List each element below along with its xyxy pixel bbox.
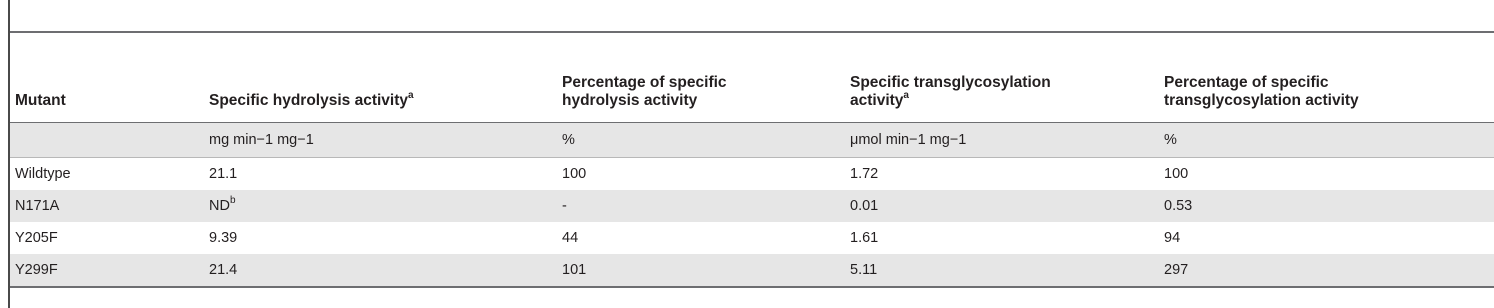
header-text-part: Specific hydrolysis activity (209, 92, 409, 109)
header-text: Percentage of specific (562, 74, 727, 91)
table-row (10, 222, 1494, 254)
cell-hydrolysis (204, 158, 557, 191)
cell-transglycosylation: 5.11 (845, 254, 1159, 287)
header-text: hydrolysis activity (562, 92, 698, 109)
table-row (10, 158, 1494, 191)
footnote-marker: a (408, 89, 414, 101)
units-row (10, 123, 1494, 158)
header-text: transglycosylation activity (1164, 92, 1359, 109)
header-text: Mutant (15, 92, 66, 109)
mutant-activity-table (10, 33, 1494, 288)
cell-transglycosylation: 1.61 (850, 230, 879, 246)
cell-mutant: Wildtype (15, 166, 71, 182)
cell-hydrolysis (204, 254, 557, 287)
header-specific-transglycosylation-activity (845, 33, 1159, 123)
cell-transglycosylation-pct: 94 (1164, 230, 1181, 246)
cell-hydrolysis-pct: 44 (562, 230, 579, 246)
cell-mutant: N171A (10, 190, 204, 222)
cell-mutant: Y299F (10, 254, 204, 287)
header-text (850, 89, 1149, 110)
header-mutant (10, 33, 204, 123)
cell-value: ND (209, 198, 230, 214)
units-cell: % (557, 123, 845, 158)
cell-value: 9.39 (209, 230, 238, 246)
units-cell (10, 123, 204, 158)
header-text-part: activity (850, 92, 904, 109)
cell-hydrolysis-pct: 100 (562, 166, 587, 182)
table-row (10, 190, 1494, 222)
cell-mutant: Y205F (15, 230, 58, 246)
table-row (10, 254, 1494, 287)
footnote-marker: a (903, 89, 909, 101)
cell-hydrolysis-pct: 101 (557, 254, 845, 287)
units-cell: mg min−1 mg−1 (204, 123, 557, 158)
cell-hydrolysis (204, 190, 557, 222)
cell-transglycosylation-pct: 0.53 (1159, 190, 1494, 222)
cell-hydrolysis-pct: - (557, 190, 845, 222)
cell-value: 21.4 (209, 262, 238, 278)
cell-transglycosylation-pct: 100 (1164, 166, 1189, 182)
header-specific-hydrolysis-activity (204, 33, 557, 123)
header-percentage-transglycosylation (1159, 33, 1494, 123)
cell-transglycosylation: 0.01 (845, 190, 1159, 222)
units-cell: μmol min−1 mg−1 (845, 123, 1159, 158)
header-percentage-hydrolysis (557, 33, 845, 123)
cell-value: 21.1 (209, 166, 238, 182)
footnote-marker: b (229, 195, 236, 207)
table-header-row (10, 33, 1494, 123)
header-text (209, 89, 547, 110)
units-cell: % (1159, 123, 1494, 158)
header-text: Percentage of specific (1164, 74, 1329, 91)
header-text: Specific transglycosylation (850, 74, 1051, 91)
cell-hydrolysis (204, 222, 557, 254)
cell-transglycosylation: 1.72 (850, 166, 879, 182)
cell-transglycosylation-pct: 297 (1159, 254, 1494, 287)
